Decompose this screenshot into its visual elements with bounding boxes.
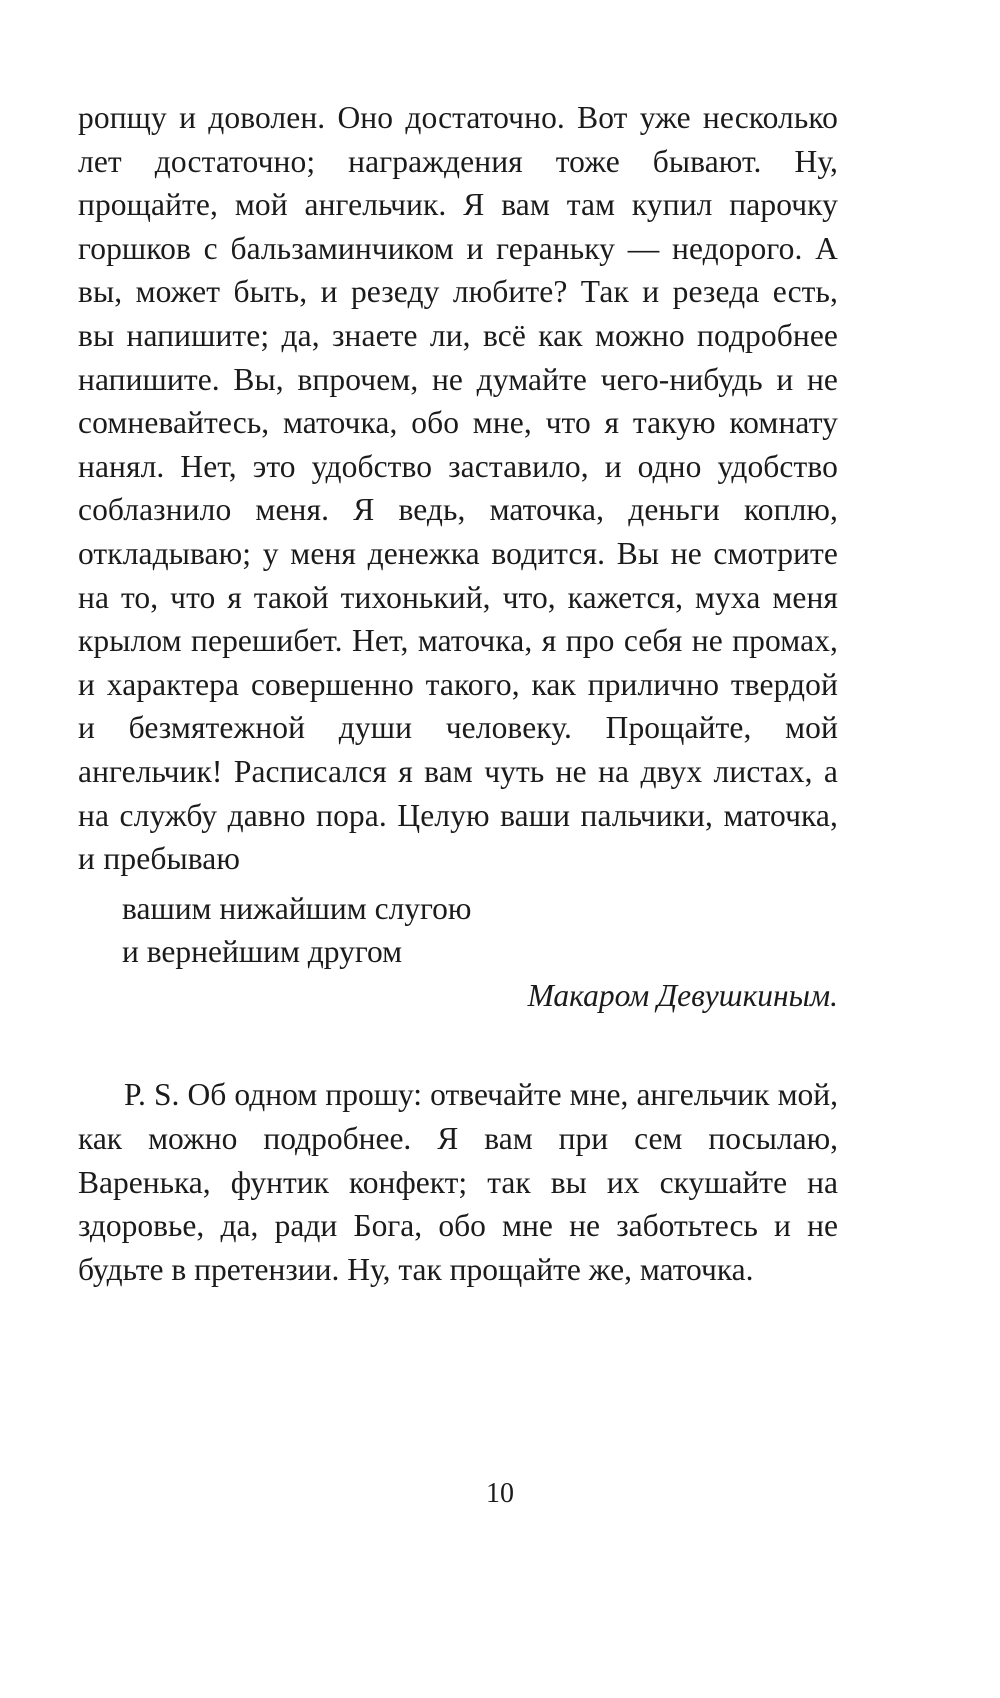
postscript-paragraph: P. S. Об одном прошу: отвечайте мне, ангельчик мой, как можно подробнее. Я вам при сем посылаю, Варенька, фунтик конфект; так вы их скушайте на здоровье, да, ради Бога, обо мне не заботьтесь и не будьте в претензии. Ну, так прощайте же, маточка.	[78, 1077, 838, 1287]
paragraph-continued: ропщу и доволен. Оно достаточно. Вот уже несколько лет достаточно; награждения тоже бывают. Ну, прощайте, мой ангельчик. Я вам там купил парочку горшков с бальзаминчиком и гераньку — недорого. А вы, может быть, и резеду любите? Так и резеда есть, вы напишите; да, знаете ли, всё как можно подробнее напишите. Вы, впрочем, не думайте чего-нибудь и не сомневайтесь, маточка, обо мне, что я такую комнату нанял. Нет, это удобство заставило, и одно удобство соблазнило меня. Я ведь, маточка, деньги коплю, откладываю; у меня денежка водится. Вы не смотрите на то, что я такой тихонький, что, кажется, муха меня крылом перешибет. Нет, маточка, я про себя не промах, и характера совершенно такого, как прилично твердой и безмятежной души человеку. Прощайте, мой ангельчик! Расписался я вам чуть не на двух листах, а на службу давно пора. Целую ваши пальчики, маточка, и пребываю	[78, 100, 838, 877]
signature-line-2: и вернейшим другом	[122, 934, 403, 970]
page-number: 10	[486, 1478, 514, 1509]
postscript-block	[78, 1073, 838, 1291]
page-text-column	[78, 96, 838, 1291]
letter-signature	[78, 887, 838, 1018]
signature-line-1: вашим нижайшим слугою	[122, 890, 472, 926]
signature-author-name: Макаром Девушкиным.	[527, 977, 838, 1013]
